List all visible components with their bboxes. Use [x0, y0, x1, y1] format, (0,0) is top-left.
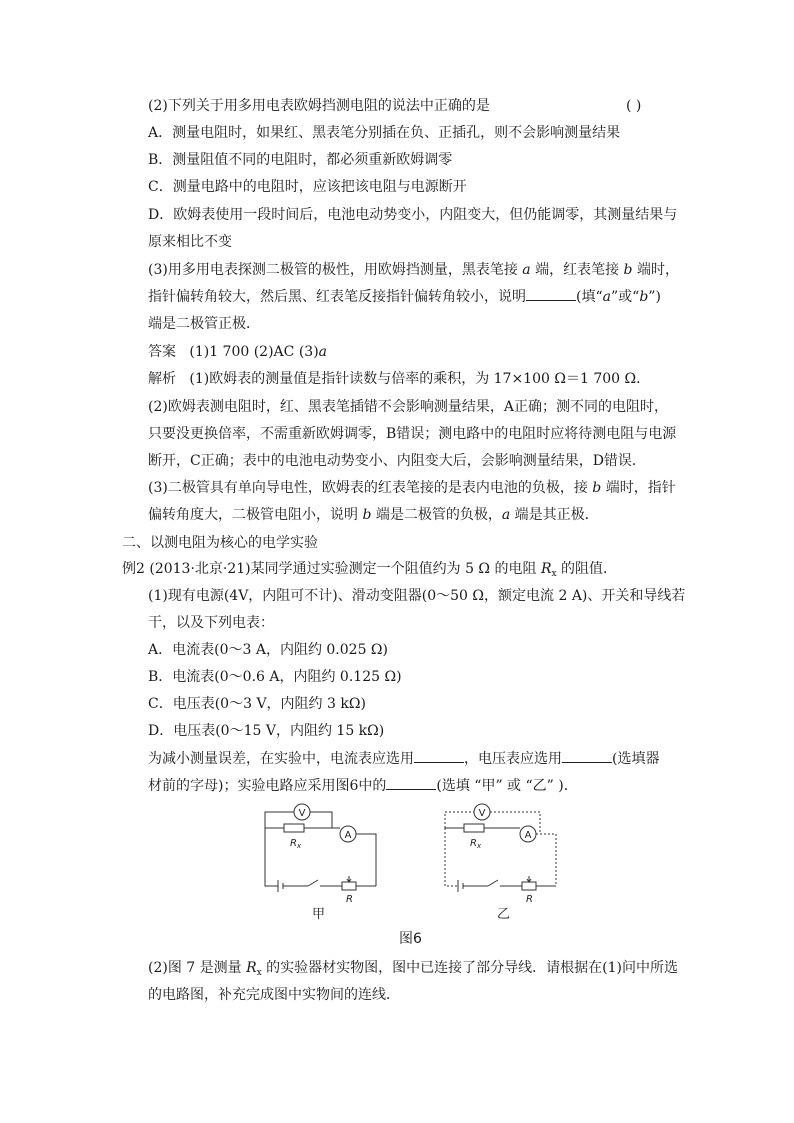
q2-option-d-cont: 原来相比不变 — [148, 234, 232, 250]
voltmeter-label: V — [478, 808, 486, 819]
q3-line1 — [148, 261, 679, 279]
fill-blank — [526, 288, 576, 301]
example2-p1-line2: 干，以及下列电表： — [148, 615, 274, 631]
example-text: (选填 “甲” 或 “乙” )． — [436, 778, 578, 794]
example2-p2-line2: 的电路图，补充完成图中实物间的连线． — [148, 987, 400, 1003]
analysis-line3: 只要没更换倍率，不需重新欧姆调零，B错误；测电路中的电阻时应将待测电阻与电源 — [148, 426, 677, 442]
meter-option-a: A．电流表(0～3 A，内阻约 0.025 Ω) — [148, 642, 388, 658]
q3-text: 端，红表笔接 — [530, 262, 624, 278]
example2-p2-line1 — [148, 959, 678, 982]
meter-option-d: D．电压表(0～15 V，内阻约 15 kΩ) — [148, 723, 385, 739]
var-r: R — [246, 960, 257, 976]
example2-heading — [122, 560, 617, 583]
example2-p1-line1: (1)现有电源(4V，内阻可不计)、滑动变阻器(0～50 Ω，额定电流 2 A)、开关和导线若 — [148, 588, 686, 604]
q3-text: ”或“ — [610, 289, 640, 305]
answer-text: (1)1 700 (2)AC (3) — [189, 344, 319, 360]
example-text: 为减小测量误差，在实验中，电流表应选用 — [148, 751, 414, 767]
meter-option-c: C．电压表(0～3 V，内阻约 3 kΩ) — [148, 696, 366, 712]
var-a: a — [522, 262, 531, 278]
analysis-line6 — [148, 506, 599, 524]
example2-q1-line1 — [148, 750, 659, 768]
var-a: a — [501, 507, 511, 523]
answer-line — [148, 343, 327, 361]
q3-text: (3)用多用电表探测二极管的极性，用欧姆挡测量，黑表笔接 — [148, 262, 523, 278]
var-b: b — [362, 507, 372, 523]
fill-blank — [386, 777, 436, 790]
answer-label: 答案 — [148, 344, 176, 360]
section-heading: 二、以测电阻为核心的电学实验 — [122, 535, 318, 551]
analysis-text: 端时，指针 — [601, 480, 676, 496]
figure-label-jia: 甲 — [312, 907, 326, 922]
fill-blank — [414, 750, 464, 763]
example-text: 的实验器材实物图，图中已连接了部分导线．请根据在(1)问中所选 — [261, 960, 678, 976]
q2-option-d: D．欧姆表使用一段时间后，电池电动势变小，内阻变大，但仍能调零，其测量结果与 — [148, 207, 678, 223]
var-b: b — [623, 262, 633, 278]
figure-caption: 图6 — [399, 931, 422, 947]
subscript-x: x — [551, 569, 557, 579]
subscript-x: x — [256, 968, 262, 978]
rx-label: $R_x$ — [290, 838, 302, 850]
rx-label: $R_x$ — [470, 838, 482, 850]
q2-option-a: A．测量电阻时，如果红、黑表笔分别插在负、正插孔，则不会影响测量结果 — [148, 125, 621, 141]
example-text: 的阻值． — [556, 561, 618, 577]
analysis-text: (3)二极管具有单向导电性，欧姆表的红表笔接的是表内电池的负极，接 — [148, 480, 593, 496]
example-text: (选填器 — [612, 751, 660, 767]
example2-q1-line2 — [148, 777, 578, 795]
var-b: b — [639, 289, 649, 305]
rheostat-label: R — [346, 894, 353, 905]
circuit-yi — [445, 804, 556, 892]
var-a: a — [602, 289, 611, 305]
analysis-label: 解析 — [148, 371, 176, 387]
analysis-text: 端是其正极． — [510, 507, 599, 523]
var-r: R — [540, 561, 552, 577]
meter-option-b: B．电流表(0～0.6 A，内阻约 0.125 Ω) — [148, 669, 402, 685]
analysis-line2: (2)欧姆表测电阻时，红、黑表笔插错不会影响测量结果，A正确；测不同的电阻时， — [148, 399, 668, 415]
example-text: (2)图 7 是测量 — [148, 960, 247, 976]
example-text: ，电压表应选用 — [464, 751, 562, 767]
analysis-line4: 断开，C正确；表中的电池电动势变小、内阻变大后，会影响测量结果，D错误． — [148, 453, 646, 469]
voltmeter-label: V — [298, 808, 306, 819]
analysis-text: 端是二极管的负极， — [371, 507, 502, 523]
analysis-line1 — [148, 370, 650, 388]
analysis-text: 偏转角度大，二极管电阻小，说明 — [148, 507, 363, 523]
circuit-jia — [265, 804, 376, 892]
rheostat-label: R — [526, 894, 533, 905]
q2-stem: (2)下列关于用多用电表欧姆挡测电阻的说法中正确的是 — [148, 98, 490, 114]
ammeter-label: A — [524, 830, 532, 841]
q2-option-c: C．测量电路中的电阻时，应该把该电阻与电源断开 — [148, 179, 467, 195]
q3-text: (填“ — [576, 289, 603, 305]
q2-option-b: B．测量阻值不同的电阻时，都必须重新欧姆调零 — [148, 152, 453, 168]
q3-line3: 端是二极管正极． — [148, 316, 260, 332]
var-b: b — [592, 480, 602, 496]
q3-text: 指针偏转角较大，然后黑、红表笔反接指针偏转角较小，说明 — [148, 289, 526, 305]
analysis-line5 — [148, 479, 676, 497]
q3-line2 — [148, 288, 661, 306]
var-a: a — [318, 344, 328, 360]
q3-text: 端时， — [632, 262, 679, 278]
example-text: 材前的字母)；实验电路应采用图6中的 — [148, 778, 387, 794]
q3-text: ”) — [648, 289, 661, 305]
figure-label-yi: 乙 — [497, 907, 511, 922]
analysis-text: (1)欧姆表的测量值是指针读数与倍率的乘积，为 17×100 Ω＝1 700 Ω． — [189, 371, 651, 387]
q2-answer-paren: ( ) — [626, 98, 642, 114]
example-text: 例2 (2013·北京·21)某同学通过实验测定一个阻值约为 5 Ω 的电阻 — [122, 561, 541, 577]
ammeter-label: A — [344, 830, 352, 841]
circuit-diagrams — [250, 800, 580, 912]
fill-blank — [562, 750, 612, 763]
